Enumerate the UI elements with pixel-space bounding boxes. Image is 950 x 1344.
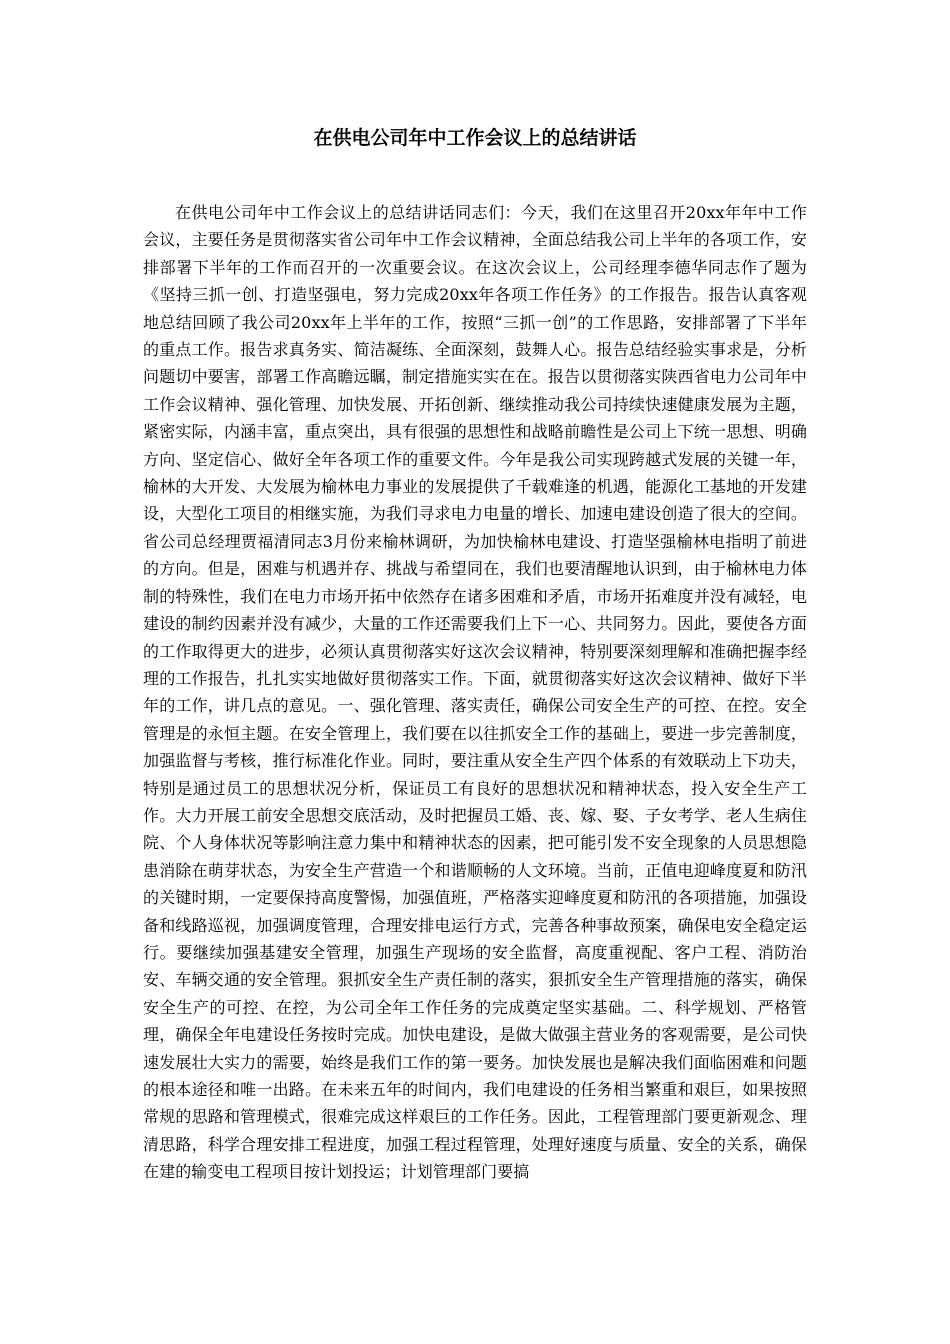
document-title: 在供电公司年中工作会议上的总结讲话 [313, 127, 637, 149]
document-body-paragraph: 在供电公司年中工作会议上的总结讲话同志们：今天，我们在这里召开20xx年年中工作会议，主要任务是贯彻落实省公司年中工作会议精神，全面总结我公司上半年的各项工作，安排部署下半年的工作而召开的一次重要会议。在这次会议上，公司经理李德华同志作了题为《坚持三抓一创、打造坚强电，努力完成20xx年各项工作任务》的工作报告。报告认真客观地总结回顾了我公司20xx年上半年的工作，按照“三抓一创”的工作思路，安排部署了下半年的重点工作。报告求真务实、简洁凝练、全面深刻，鼓舞人心。报告总结经验实事求是，分析问题切中要害，部署工作高瞻远瞩，制定措施实实在在。报告以贯彻落实陕西省电力公司年中工作会议精神、强化管理、加快发展、开拓创新、继续推动我公司持续快速健康发展为主题，紧密实际，内涵丰富，重点突出，具有很强的思想性和战略前瞻性是公司上下统一思想、明确方向、坚定信心、做好全年各项工作的重要文件。今年是我公司实现跨越式发展的关键一年，榆林的大开发、大发展为榆林电力事业的发展提供了千载难逢的机遇，能源化工基地的开发建设，大型化工项目的相继实施，为我们寻求电力电量的增长、加速电建设创造了很大的空间。省公司总经理贾福清同志3月份来榆林调研，为加快榆林电建设、打造坚强榆林电指明了前进的方向。但是，困难与机遇并存、挑战与希望同在，我们也要清醒地认识到，由于榆林电力体制的特殊性，我们在电力市场开拓中依然存在诸多困难和矛盾，市场开拓难度并没有减轻，电建设的制约因素并没有减少，大量的工作还需要我们上下一心、共同努力。因此，要使各方面的工作取得更大的进步，必须认真贯彻落实好这次会议精神，特别要深刻理解和准确把握李经理的工作报告，扎扎实实地做好贯彻落实工作。下面，就贯彻落实好这次会议精神、做好下半年的工作，讲几点的意见。一、强化管理、落实责任，确保公司安全生产的可控、在控。安全管理是的永恒主题。在安全管理上，我们要在以往抓安全工作的基础上，要进一步完善制度，加强监督与考核，推行标准化作业。同时，要注重从安全生产四个体系的有效联动上下功夫，特别是通过员工的思想状况分析，保证员工有良好的思想状况和精神状态，投入安全生产工作。大力开展工前安全思想交底活动，及时把握员工婚、丧、嫁、娶、子女考学、老人生病住院、个人身体状况等影响注意力集中和精神状态的因素，把可能引发不安全现象的人员思想隐患消除在萌芽状态，为安全生产营造一个和谐顺畅的人文环境。当前，正值电迎峰度夏和防汛的关键时期，一定要保持高度警惕，加强值班，严格落实迎峰度夏和防汛的各项措施，加强设备和线路巡视，加强调度管理，合理安排电运行方式，完善各种事故预案，确保电安全稳定运行。要继续加强基建安全管理，加强生产现场的安全监督，高度重视配、客户工程、消防治安、车辆交通的安全管理。狠抓安全生产责任制的落实，狠抓安全生产管理措施的落实，确保安全生产的可控、在控，为公司全年工作任务的完成奠定坚实基础。二、科学规划、严格管理，确保全年电建设任务按时完成。加快电建设，是做大做强主营业务的客观需要，是公司快速发展壮大实力的需要，始终是我们工作的第一要务。加快发展也是解决我们面临困难和问题的根本途径和唯一出路。在未来五年的时间内，我们电建设的任务相当繁重和艰巨，如果按照常规的思路和管理模式，很难完成这样艰巨的工作任务。因此，工程管理部门要更新观念、理清思路，科学合理安排工程进度，加强工程过程管理，处理好速度与质量、安全的关系，确保在建的输变电工程项目按计划投运；计划管理部门要搞 [143, 203, 807, 1182]
